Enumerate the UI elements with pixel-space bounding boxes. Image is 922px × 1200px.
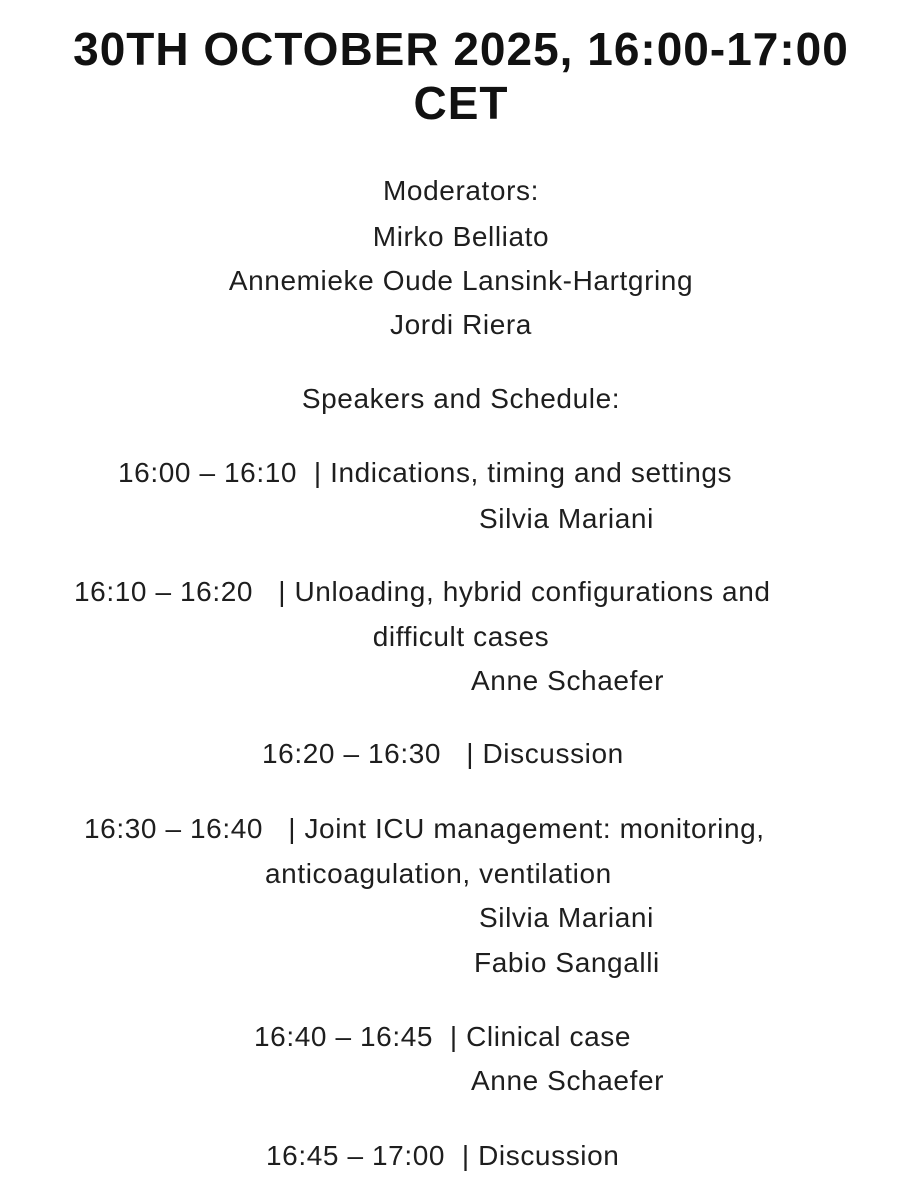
event-timezone-line: CET: [413, 77, 509, 129]
schedule-item-speaker: Silvia Mariani: [479, 503, 654, 534]
schedule-item-title: 16:45 – 17:00 | Discussion: [266, 1140, 620, 1171]
schedule-item-title: 16:20 – 16:30 | Discussion: [262, 738, 624, 769]
schedule-item-title-continued: anticoagulation, ventilation: [265, 858, 612, 889]
schedule-heading: Speakers and Schedule:: [301, 383, 621, 414]
schedule-item-speaker: Anne Schaefer: [471, 1065, 665, 1096]
moderator-name: Annemieke Oude Lansink-Hartgring: [228, 265, 694, 296]
schedule-item-title: 16:10 – 16:20 | Unloading, hybrid configurations and: [74, 576, 771, 607]
moderator-name: Jordi Riera: [390, 309, 532, 340]
moderators-heading: Moderators:: [383, 175, 539, 206]
schedule-item-title-continued: difficult cases: [372, 621, 550, 652]
moderator-name: Mirko Belliato: [372, 221, 550, 252]
event-date-title: [0, 22, 922, 130]
schedule-item-speaker: Silvia Mariani: [479, 902, 654, 933]
schedule-item-title: 16:30 – 16:40 | Joint ICU management: monitoring,: [84, 813, 765, 844]
event-date-line: 30TH OCTOBER 2025, 16:00-17:00: [73, 23, 849, 75]
schedule-item-title: 16:00 – 16:10 | Indications, timing and settings: [118, 457, 733, 488]
schedule-item-title: 16:40 – 16:45 | Clinical case: [254, 1021, 632, 1052]
schedule-item-speaker: Anne Schaefer: [471, 665, 665, 696]
schedule-item-speaker: Fabio Sangalli: [474, 947, 660, 978]
